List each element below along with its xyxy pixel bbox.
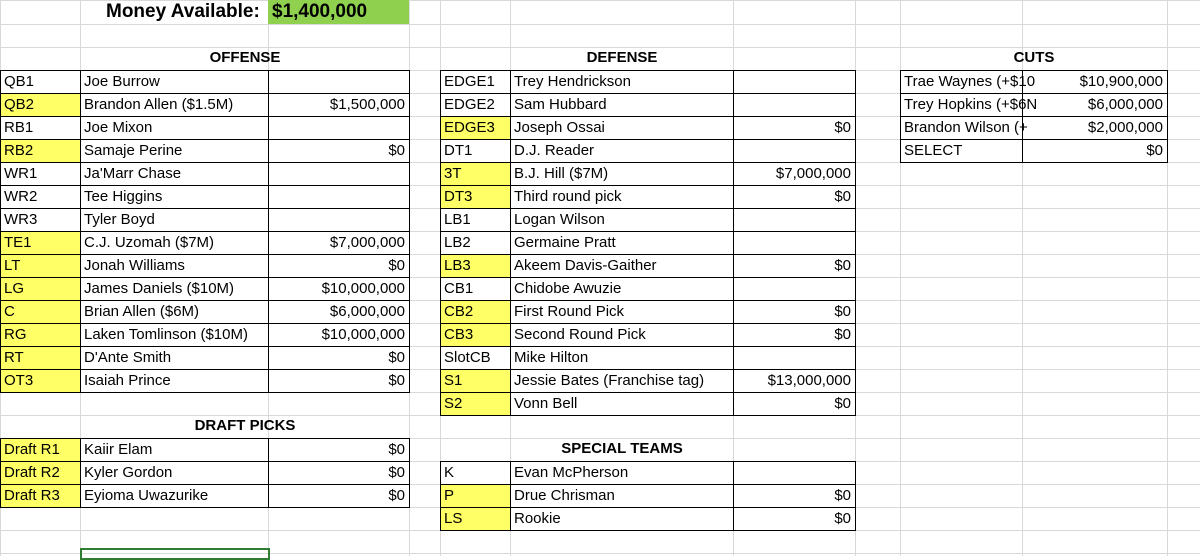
- draft-player-cell[interactable]: Kyler Gordon: [80, 461, 269, 485]
- offense-position-cell[interactable]: TE1: [0, 231, 81, 255]
- money-available-value[interactable]: $1,400,000: [268, 0, 409, 24]
- defense-amount-cell[interactable]: [733, 208, 856, 232]
- offense-position-cell[interactable]: RT: [0, 346, 81, 370]
- offense-player-cell[interactable]: Brian Allen ($6M): [80, 300, 269, 324]
- defense-player-cell[interactable]: Third round pick: [510, 185, 734, 209]
- defense-amount-cell[interactable]: [733, 231, 856, 255]
- defense-amount-cell[interactable]: [733, 93, 856, 117]
- defense-player-cell[interactable]: Vonn Bell: [510, 392, 734, 416]
- defense-amount-cell[interactable]: [733, 139, 856, 163]
- offense-amount-cell[interactable]: $10,000,000: [268, 277, 410, 301]
- offense-position-cell[interactable]: QB2: [0, 93, 81, 117]
- offense-player-cell[interactable]: C.J. Uzomah ($7M): [80, 231, 269, 255]
- defense-position-cell[interactable]: CB1: [440, 277, 511, 301]
- defense-amount-cell[interactable]: [733, 70, 856, 94]
- offense-amount-cell[interactable]: [268, 116, 410, 140]
- offense-player-cell[interactable]: James Daniels ($10M): [80, 277, 269, 301]
- defense-player-cell[interactable]: Joseph Ossai: [510, 116, 734, 140]
- draft-position-cell[interactable]: Draft R2: [0, 461, 81, 485]
- defense-amount-cell[interactable]: $7,000,000: [733, 162, 856, 186]
- defense-amount-cell[interactable]: $0: [733, 392, 856, 416]
- cuts-player-cell[interactable]: SELECT: [900, 139, 1023, 163]
- defense-amount-cell[interactable]: [733, 346, 856, 370]
- offense-player-cell[interactable]: Joe Burrow: [80, 70, 269, 94]
- offense-player-cell[interactable]: Samaje Perine: [80, 139, 269, 163]
- offense-position-cell[interactable]: LT: [0, 254, 81, 278]
- active-cell-selection[interactable]: [80, 548, 270, 560]
- defense-position-cell[interactable]: S1: [440, 369, 511, 393]
- money-available-label: Money Available:: [106, 1, 260, 22]
- special-player-cell[interactable]: Evan McPherson: [510, 461, 734, 485]
- defense-player-cell[interactable]: Sam Hubbard: [510, 93, 734, 117]
- offense-position-cell[interactable]: RB1: [0, 116, 81, 140]
- cuts-player-cell[interactable]: Brandon Wilson (+: [900, 116, 1023, 140]
- defense-position-cell[interactable]: 3T: [440, 162, 511, 186]
- defense-position-cell[interactable]: EDGE1: [440, 70, 511, 94]
- special-player-cell[interactable]: Drue Chrisman: [510, 484, 734, 508]
- offense-position-cell[interactable]: C: [0, 300, 81, 324]
- offense-player-cell[interactable]: Joe Mixon: [80, 116, 269, 140]
- offense-player-cell[interactable]: Jonah Williams: [80, 254, 269, 278]
- offense-amount-cell[interactable]: $10,000,000: [268, 323, 410, 347]
- defense-amount-cell[interactable]: $0: [733, 300, 856, 324]
- defense-amount-cell[interactable]: $0: [733, 254, 856, 278]
- defense-position-cell[interactable]: LB2: [440, 231, 511, 255]
- defense-position-cell[interactable]: EDGE2: [440, 93, 511, 117]
- offense-player-cell[interactable]: Brandon Allen ($1.5M): [80, 93, 269, 117]
- offense-player-cell[interactable]: D'Ante Smith: [80, 346, 269, 370]
- draft-amount-cell[interactable]: $0: [268, 438, 410, 462]
- offense-position-cell[interactable]: WR3: [0, 208, 81, 232]
- defense-position-cell[interactable]: CB2: [440, 300, 511, 324]
- offense-amount-cell[interactable]: [268, 70, 410, 94]
- special-position-cell[interactable]: K: [440, 461, 511, 485]
- cuts-amount-cell[interactable]: $10,900,000: [1022, 70, 1168, 94]
- defense-player-cell[interactable]: Trey Hendrickson: [510, 70, 734, 94]
- cuts-amount-cell[interactable]: $6,000,000: [1022, 93, 1168, 117]
- defense-player-cell[interactable]: Germaine Pratt: [510, 231, 734, 255]
- draft-section-title: DRAFT PICKS: [194, 417, 296, 434]
- defense-position-cell[interactable]: S2: [440, 392, 511, 416]
- defense-position-cell[interactable]: LB1: [440, 208, 511, 232]
- offense-amount-cell[interactable]: $7,000,000: [268, 231, 410, 255]
- special-section-title: SPECIAL TEAMS: [561, 440, 683, 457]
- defense-amount-cell[interactable]: $0: [733, 116, 856, 140]
- special-amount-cell[interactable]: $0: [733, 507, 856, 531]
- defense-player-cell[interactable]: B.J. Hill ($7M): [510, 162, 734, 186]
- offense-amount-cell[interactable]: $6,000,000: [268, 300, 410, 324]
- defense-amount-cell[interactable]: $13,000,000: [733, 369, 856, 393]
- special-amount-cell[interactable]: $0: [733, 484, 856, 508]
- draft-position-cell[interactable]: Draft R3: [0, 484, 81, 508]
- defense-player-cell[interactable]: Jessie Bates (Franchise tag): [510, 369, 734, 393]
- special-player-cell[interactable]: Rookie: [510, 507, 734, 531]
- offense-amount-cell[interactable]: [268, 208, 410, 232]
- offense-position-cell[interactable]: RB2: [0, 139, 81, 163]
- defense-player-cell[interactable]: Chidobe Awuzie: [510, 277, 734, 301]
- defense-amount-cell[interactable]: $0: [733, 185, 856, 209]
- defense-section-title: DEFENSE: [586, 49, 658, 66]
- defense-player-cell[interactable]: Second Round Pick: [510, 323, 734, 347]
- cuts-player-cell[interactable]: Trae Waynes (+$10: [900, 70, 1023, 94]
- offense-section-title: OFFENSE: [209, 49, 281, 66]
- offense-player-cell[interactable]: Tee Higgins: [80, 185, 269, 209]
- offense-amount-cell[interactable]: $0: [268, 139, 410, 163]
- defense-amount-cell[interactable]: [733, 277, 856, 301]
- cuts-amount-cell[interactable]: $2,000,000: [1022, 116, 1168, 140]
- offense-player-cell[interactable]: Laken Tomlinson ($10M): [80, 323, 269, 347]
- offense-amount-cell[interactable]: [268, 162, 410, 186]
- defense-player-cell[interactable]: Akeem Davis-Gaither: [510, 254, 734, 278]
- draft-player-cell[interactable]: Kaiir Elam: [80, 438, 269, 462]
- cuts-amount-cell[interactable]: $0: [1022, 139, 1168, 163]
- offense-amount-cell[interactable]: [268, 185, 410, 209]
- offense-player-cell[interactable]: Isaiah Prince: [80, 369, 269, 393]
- defense-amount-cell[interactable]: $0: [733, 323, 856, 347]
- offense-position-cell[interactable]: QB1: [0, 70, 81, 94]
- defense-position-cell[interactable]: SlotCB: [440, 346, 511, 370]
- offense-player-cell[interactable]: Tyler Boyd: [80, 208, 269, 232]
- special-position-cell[interactable]: LS: [440, 507, 511, 531]
- defense-player-cell[interactable]: Mike Hilton: [510, 346, 734, 370]
- cuts-player-cell[interactable]: Trey Hopkins (+$6N: [900, 93, 1023, 117]
- draft-player-cell[interactable]: Eyioma Uwazurike: [80, 484, 269, 508]
- offense-position-cell[interactable]: WR1: [0, 162, 81, 186]
- defense-player-cell[interactable]: First Round Pick: [510, 300, 734, 324]
- cuts-section-title: CUTS: [1013, 49, 1055, 66]
- offense-position-cell[interactable]: WR2: [0, 185, 81, 209]
- defense-player-cell[interactable]: Logan Wilson: [510, 208, 734, 232]
- defense-position-cell[interactable]: LB3: [440, 254, 511, 278]
- defense-position-cell[interactable]: DT1: [440, 139, 511, 163]
- offense-position-cell[interactable]: RG: [0, 323, 81, 347]
- offense-player-cell[interactable]: Ja'Marr Chase: [80, 162, 269, 186]
- special-position-cell[interactable]: P: [440, 484, 511, 508]
- offense-position-cell[interactable]: LG: [0, 277, 81, 301]
- defense-position-cell[interactable]: EDGE3: [440, 116, 511, 140]
- defense-position-cell[interactable]: CB3: [440, 323, 511, 347]
- draft-position-cell[interactable]: Draft R1: [0, 438, 81, 462]
- draft-amount-cell[interactable]: $0: [268, 461, 410, 485]
- special-amount-cell[interactable]: [733, 461, 856, 485]
- offense-amount-cell[interactable]: $1,500,000: [268, 93, 410, 117]
- offense-amount-cell[interactable]: $0: [268, 254, 410, 278]
- draft-amount-cell[interactable]: $0: [268, 484, 410, 508]
- offense-amount-cell[interactable]: $0: [268, 369, 410, 393]
- defense-player-cell[interactable]: D.J. Reader: [510, 139, 734, 163]
- defense-position-cell[interactable]: DT3: [440, 185, 511, 209]
- offense-position-cell[interactable]: OT3: [0, 369, 81, 393]
- offense-amount-cell[interactable]: $0: [268, 346, 410, 370]
